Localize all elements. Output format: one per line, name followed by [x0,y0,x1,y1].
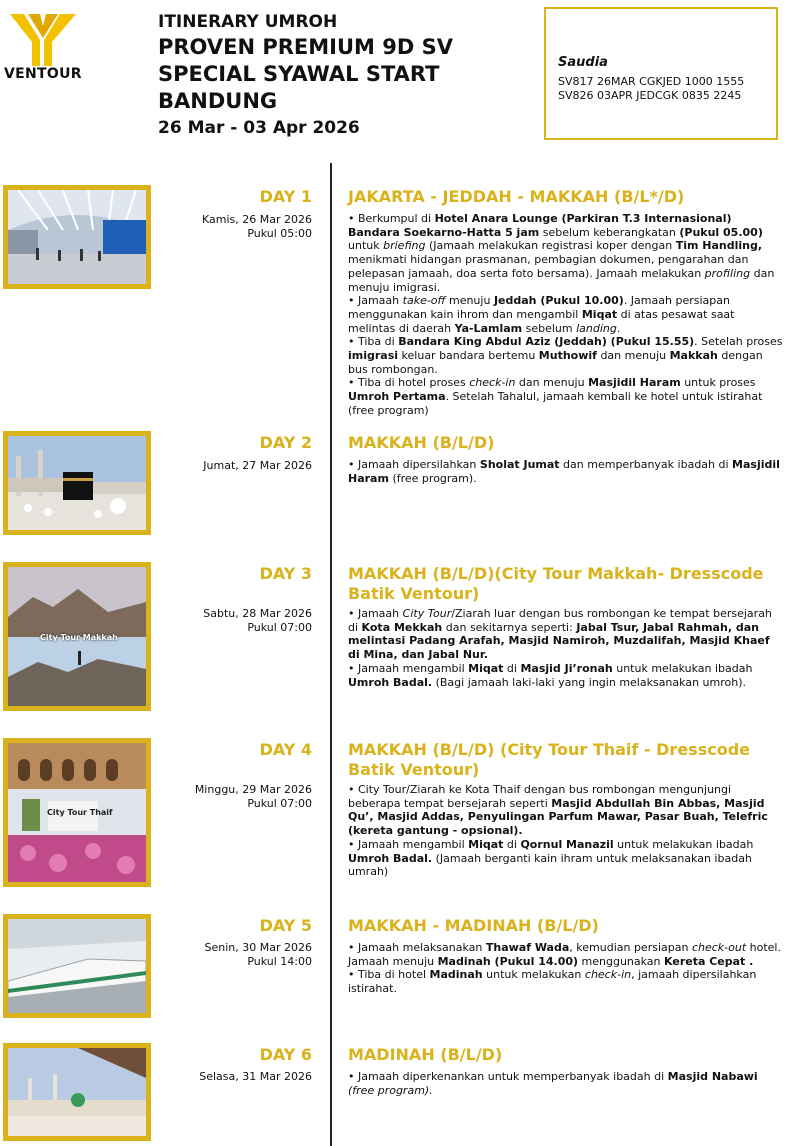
title-line: PROVEN PREMIUM 9D SV [158,35,453,59]
day-date: Sabtu, 28 Mar 2026 [203,607,312,620]
day-time: Pukul 07:00 [247,621,312,634]
day-time: Pukul 07:00 [247,797,312,810]
day-body-paragraph: • Jamaah melaksanakan Thawaf Wada, kemudian persiapan check-out hotel. Jamaah menuju Madinah (Pukul 14.00) menggunakan Kereta Cepat . [348,941,781,968]
day-label: DAY 5 [259,916,312,935]
masjid-nabawi-photo [3,1043,151,1141]
day-body [348,941,784,996]
day-label: DAY 2 [259,433,312,452]
day-date: Senin, 30 Mar 2026 [204,941,312,954]
high-speed-train-photo [3,914,151,1018]
airline-name: Saudia [558,55,608,70]
title-line: SPECIAL SYAWAL START [158,62,440,86]
brand-name: VENTOUR [4,66,82,82]
day-body-paragraph: • Tiba di hotel proses check-in dan menuju Masjidil Haram untuk proses Umroh Pertama. Setelah Tahalul, jamaah kembali ke hotel untuk istirahat (free program) [348,376,763,417]
photo-caption: City Tour Thaif [47,808,113,817]
day-body-paragraph: • Berkumpul di Hotel Anara Lounge (Parkiran T.3 Internasional) Bandara Soekarno-Hatta 5 jam sebelum keberangkatan (Pukul 05.00) untuk briefing (Jamaah melakukan registrasi koper dengan Tim Handling, menikmati hidangan prasmanan, pembagian dokumen, pengarahan dan pelepasan jamaah, doa serta foto bersama). Jamaah melakukan profiling dan menuju imigrasi. [348,212,775,294]
day-body-paragraph: • Jamaah mengambil Miqat di Qornul Manazil untuk melakukan ibadah Umroh Badal. (Jamaah berganti kain ihram untuk melaksanakan ibadah umrah) [348,837,754,879]
day-body [348,458,784,485]
timeline-divider [330,163,332,1146]
day-label: DAY 1 [259,187,312,206]
day-body-paragraph: • Jamaah City Tour/Ziarah luar dengan bus rombongan ke tempat bersejarah di Kota Mekkah dan sekitarnya seperti: Jabal Tsur, Jabal Rahmah, dan melintasi Padang Arafah, Masjid Namiroh, Muzdalifah, Masjid Khaef di Mina, dan Jabal Nur. [348,607,772,662]
day-title: MAKKAH (B/L/D)(City Tour Makkah- Dresscode Batik Ventour) [348,564,764,603]
ventour-v-icon [10,14,76,66]
flight-leg: SV817 26MAR CGKJED 1000 1555 [558,75,745,88]
day-label: DAY 3 [259,564,312,583]
trip-dates: 26 Mar - 03 Apr 2026 [158,118,360,138]
day-body-paragraph: • Jamaah mengambil Miqat di Masjid Ji’ronah untuk melakukan ibadah Umroh Badal. (Bagi jamaah laki-laki yang ingin melaksanakan umroh). [348,661,753,689]
day-title: MAKKAH - MADINAH (B/L/D) [348,916,599,935]
photo-caption: City Tour Makkah [40,633,118,642]
day-time: Pukul 14:00 [247,955,312,968]
day-time: Pukul 05:00 [247,227,312,240]
day-date: Selasa, 31 Mar 2026 [199,1070,312,1083]
day-title: MAKKAH (B/L/D) (City Tour Thaif - Dresscode Batik Ventour) [348,740,750,779]
day-body [348,783,784,879]
day-title: JAKARTA - JEDDAH - MAKKAH (B/L*/D) [348,187,685,206]
title-block [158,12,518,139]
day-date: Jumat, 27 Mar 2026 [203,459,312,472]
document-kicker: ITINERARY UMROH [158,12,338,32]
day-label: DAY 4 [259,740,312,759]
document-title [158,34,518,115]
day-body [348,607,784,689]
day-body-paragraph: • Tiba di Bandara King Abdul Aziz (Jeddah) (Pukul 15.55). Setelah proses imigrasi keluar bandara bertemu Muthowif dan menuju Makkah dengan bus rombongan. [348,335,783,376]
title-line: BANDUNG [158,89,278,113]
day-body-paragraph: • Tiba di hotel Madinah untuk melakukan check-in, jamaah dipersilahkan istirahat. [348,968,757,996]
ventour-logo [4,12,80,84]
day-body [348,212,784,418]
day-date: Kamis, 26 Mar 2026 [202,213,312,226]
day-body [348,1070,784,1097]
day-body-paragraph: • Jamaah take-off menuju Jeddah (Pukul 10.00). Jamaah persiapan menggunakan kain ihrom dan mengambil Miqat di atas pesawat saat melintas di daerah Ya-Lamlam sebelum landing. [348,294,735,335]
day-body-paragraph: • City Tour/Ziarah ke Kota Thaif dengan bus rombongan mengunjungi beberapa tempat bersejarah seperti Masjid Abdullah Bin Abbas, Masjid Qu’, Masjid Addas, Penyulingan Parfum Mawar, Pasar Buah, Telefric (kereta gantung - opsional). [348,783,768,838]
day-body-paragraph: • Jamaah diperkenankan untuk memperbanyak ibadah di Masjid Nabawi (free program). [348,1070,758,1097]
flight-leg: SV826 03APR JEDCGK 0835 2245 [558,89,742,102]
day-date: Minggu, 29 Mar 2026 [194,783,312,796]
kaaba-photo [3,431,151,535]
airport-terminal-photo [3,185,151,289]
day-body-paragraph: • Jamaah dipersilahkan Sholat Jumat dan memperbanyak ibadah di Masjidil Haram (free program). [348,458,780,485]
day-label: DAY 6 [259,1045,312,1064]
day-title: MAKKAH (B/L/D) [348,433,495,452]
day-title: MADINAH (B/L/D) [348,1045,503,1064]
flight-info-box [544,7,778,140]
